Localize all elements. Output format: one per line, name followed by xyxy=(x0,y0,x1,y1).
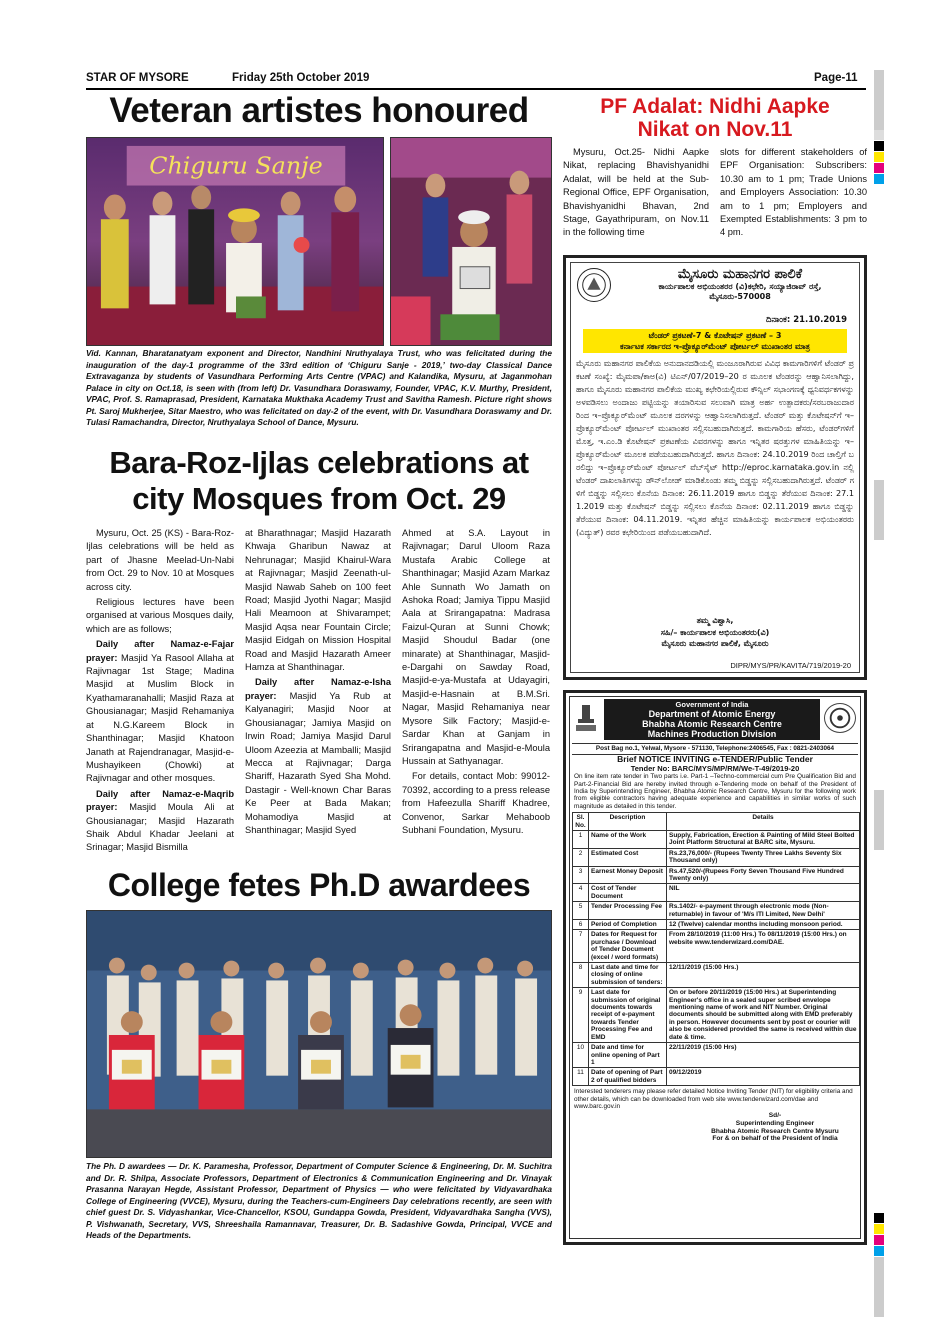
tender-cell-sl: 3 xyxy=(573,866,589,884)
tender-line2: ಕರ್ನಾಟಕ ಸರ್ಕಾರದ ಇ-ಪ್ರೊಕ್ಯೂರ್‌ಮೆಂಟ್ ಪೋರ್ಟಲ್ ಮುಖಾಂತರ ಮಾತ್ರ xyxy=(620,342,810,351)
tender-cell-desc: Last date and time for closing of online submission of tenders: xyxy=(589,963,667,988)
pf-column-2 xyxy=(720,146,867,242)
tender-cell-sl: 6 xyxy=(573,920,589,930)
story2-col1-para1: Mysuru, Oct. 25 (KS) - Bara-Roz-Ijlas celebrations will be held as part of Jhasne Meelad-Un-Nabi from Oct. 29 to Nov. 10 at Mosques across city. xyxy=(86,528,234,592)
tender-sign3: Bhabha Atomic Research Centre Mysuru xyxy=(711,1127,839,1135)
tender-sign1: Sd/- xyxy=(768,1112,782,1120)
tender-table-header xyxy=(573,813,860,831)
story2-col3-para2: For details, contact Mob: 99012-70392, according to a press release from Hafeezulla Shariff Khadree, Convenor, Sarkar Mehaboob Subhani Foundation, Mysuru. xyxy=(402,771,550,835)
anniversary-logo-icon xyxy=(824,703,856,733)
tender-table-row xyxy=(573,1068,860,1086)
registration-marks-mid xyxy=(874,480,884,540)
tender-table-row xyxy=(573,988,860,1043)
maqrib-text: Masjid Moula Ali at Ghousianagar; Masjid Hazarath Shaik Abdul Khadar Jeelani at Srinagar; Masjid Bismilla xyxy=(86,802,234,853)
tender-cell-desc: Earnest Money Deposit xyxy=(589,866,667,884)
story1-photo-right xyxy=(390,137,552,346)
isha-text: Masjid Ya Rub at Kalyanagiri; Masjid Noor at Ghousianagar; Jamiya Masjid on Irwin Road; Jamiya Masjid Darul Uloom Azeezia at Mamballi; Masjid Mecca at Rajivnagar; Darga Shariff, Hazarath Syed Sha Mohd. Dastagir - Well-known Char Baras Ke Peer at Bada Makan; Mohamodiya Masjid at Shanthinagar; Masjid Syed xyxy=(245,690,391,835)
tender-notice xyxy=(563,690,867,1245)
tender-table-row xyxy=(573,1043,860,1068)
issue-date: Friday 25th October 2019 xyxy=(232,72,370,84)
story2-column-2 xyxy=(245,527,391,839)
story2-headline xyxy=(86,445,552,517)
story1-caption: Vid. Kannan, Bharatanatyam exponent and Director, Nandhini Nruthyalaya Trust, who was felicitated during the inauguration of the day-1 programme of the 33rd edition of ‘Chiguru Sanje - 2019,’ two-day Classical Dance Extravaganza by students of Vasundhara Performing Arts Centre (VPAC) and Kalandika, Mysuru, at Jaganmohan Palace in city on Oct.18, is seen with (from left) Dr. Vasundhara Doraswamy, Founder, VPAC, K.V. Murthy, President, VPAC, Prof. S. Ramaprasad, President, Karnataka Mukthaka Academy Trust and Savitha Ramesh. Picture right shows Pt. Saroj Mukherjee, Sitar Maestro, who was felicitated on day-2 of the event, with Dr. Vasundhara Doraswamy and Dr. Tulasi Ramachandra, Director, Nruthyalaya School of Dance, Mysuru. xyxy=(86,348,552,427)
tender-cell-sl: 9 xyxy=(573,988,589,1043)
story2-headline-line1: Bara-Roz-Ijlas celebrations at xyxy=(109,445,529,480)
col-sl: Sl. No. xyxy=(573,813,589,831)
emblem-icon xyxy=(574,703,598,733)
pf-headline-line2: Nikat on Nov.11 xyxy=(637,118,793,141)
tender-cell-desc: Name of the Work xyxy=(589,830,667,848)
story1-headline: Veteran artistes honoured xyxy=(109,91,529,130)
tender-footer: Interested tenderers may please refer detailed Notice Inviting Tender (NIT) for eligibility criteria and other details, which can be downloaded from web site www.tenderwizard.com/dae and www.barc.gov.in xyxy=(574,1088,853,1110)
col-desc: Description xyxy=(589,813,667,831)
tender-table xyxy=(572,812,860,1086)
registration-marks-mid2 xyxy=(874,790,884,850)
tender-table-row xyxy=(573,866,860,884)
tender-cell-sl: 10 xyxy=(573,1043,589,1068)
story2-column-1 xyxy=(86,527,234,857)
notice-body: ಮೈಸೂರು ಮಹಾನಗರ ಪಾಲಿಕೆಯ ಅನುದಾನದಡಿಯಲ್ಲಿ ಮಂಜೂರಾಗಿರುವ ವಿವಿಧ ಕಾಮಗಾರಿಗಳಿಗೆ ಟೆಂಡರ್ ಪ್ರಕಟಣೆ ಸಂಖ್ಯೆ: ಮೈಮಪಾ/ಕಾಅ(ವಿ) ಟಿಎನ್/07/2019–20 ರ ಮೂಲಕ ಟೆಂಡರನ್ನು ಆಹ್ವಾನಿಸಲಾಗಿದ್ದು, ಹಾಗೂ ಮೈಸೂರು ಮಹಾನಗರ ಪಾಲಿಕೆಯ ಮುಖ್ಯ ಕಛೇರಿಯಲ್ಲಿರುವ ಕೌನ್ಸಿಲ್ ಸಭಾಂಗಣಕ್ಕೆ ಧ್ವನಿವರ್ಧಕಗಳನ್ನು ಅಳವಡಿಸಲು ಅಂದಾಜು ಪಟ್ಟಿಯನ್ನು ತಯಾರಿಸುವ ಸಲುವಾಗಿ ಮಾತ್ರ ಅರ್ಹ ಉತ್ಪಾದಕರು/ಸರಬರಾಜುದಾರರಿಂದ ಇ–ಪ್ರೊಕ್ಯೂರ್‌ಮೆಂಟ್ ಮೂಲಕ ದರಗಳನ್ನು ಆಹ್ವಾನಿಸಲಾಗಿರುತ್ತದೆ. ಟೆಂಡರ್ ಮತ್ತು ಕೊಟೇಷನ್‌ಗೆ ಇ–ಪ್ರೊಕ್ಯೂರ್‌ಮೆಂಟ್ ಪೋರ್ಟಲ್ ಮುಖಾಂತರ ಸಲ್ಲಿಸಬಹುದಾಗಿರುತ್ತದೆ. ಕಾಮಗಾರಿಯ ಹೆಸರು, ಟೆಂಡರ್‌ಗಳಿಗೆ ಮೊತ್ತ, ಇ.ಎಂ.ಡಿ ಕೊಟೇಷನ್ ಪ್ರಕಟಣೆಯ ವಿವರಗಳನ್ನು ಹಾಗೂ ಇನ್ನಿತರ ಷರತ್ತುಗಳ ಮಾಹಿತಿಯನ್ನು ಇ–ಪ್ರೊಕ್ಯೂರ್‌ಮೆಂಟ್ ಮೂಲಕ ಪಡೆಯಬಹುದಾಗಿರುತ್ತದೆ. ಹಾಗೂ ದಿನಾಂಕ: 24.10.2019 ರಿಂದ ಚಾಲ್ತಿಗೆ ಬರಲಿದ್ದು ಇ–ಪ್ರೊಕ್ಯೂರ್‌ಮೆಂಟ್ ಪೋರ್ಟಲ್ ವೆಬ್‌ಸೈಟ್ http://eproc.karnataka.gov.in ನಲ್ಲಿ ಟೆಂಡರ್ ದಾಖಲಾತಿಗಳನ್ನು ಡೌನ್‌ಲೋಡ್ ಮಾಡಿಕೊಂಡು ತಮ್ಮ ಬಿಡ್ಡನ್ನು ಸಲ್ಲಿಸಬಹುದಾಗಿರುತ್ತದೆ. ಟೆಂಡರ್ ಗಳಿಗೆ ಬಿಡ್ಡನ್ನು ಸಲ್ಲಿಸಲು ಕೊನೆಯ ದಿನಾಂಕ: 26.11.2019 ಹಾಗೂ ಬಿಡ್ಡನ್ನು ತೆರೆಯುವ ದಿನಾಂಕ: 27.11.2019 ಮತ್ತು ಕೊಟೇಷನ್ ಬಿಡ್ಡನ್ನು ಸಲ್ಲಿಸಲು ಕೊನೆಯ ದಿನಾಂಕ: 02.11.2019 ಹಾಗೂ ಬಿಡ್ಡನ್ನು ತೆರೆಯುವ ದಿನಾಂಕ: 04.11.2019. ಇನ್ನಿತರ ಹೆಚ್ಚಿನ ಮಾಹಿತಿಯನ್ನು ಕಾರ್ಯಪಾಲಕ ಅಭಿಯಂತರರು (ವಿದ್ಯುತ್) ರವರ ಕಛೇರಿಯಿಂದ ಪಡೆಯಬಹುದಾಗಿದೆ. xyxy=(576,358,854,537)
tender-cell-det: Supply, Fabrication, Erection & Painting of Mild Steel Bolted Joint Platform Structural at BARC site, Mysuru. xyxy=(667,830,860,848)
story3-photo xyxy=(86,910,552,1158)
tender-cell-det: Rs.1402/- e-payment through electronic mode (Non- returnable) in favour of 'M/s ITI Limited, New Delhi' xyxy=(667,902,860,920)
tender-centre: Bhabha Atomic Research Centre xyxy=(642,719,782,729)
tender-cell-sl: 4 xyxy=(573,884,589,902)
notice-sign3: ಮೈಸೂರು ಮಹಾನಗರ ಪಾಲಿಕೆ, ಮೈಸೂರು xyxy=(661,639,769,648)
tender-cell-desc: Date and time for online opening of Part 1 xyxy=(589,1043,667,1068)
notice-title: ಮೈಸೂರು ಮಹಾನಗರ ಪಾಲಿಕೆ xyxy=(677,267,803,282)
registration-marks-bottom xyxy=(874,1213,884,1317)
tender-cell-det: 22/11/2019 (15:00 Hrs) xyxy=(667,1043,860,1068)
pf-col2-text: slots for different stakeholders of EPF Organisation: Subscribers: 10.30 am to 1 pm; Trade Unions and Employers Association: 10.30 am to 1 pm; Employers and Exempted Establishments: 3 pm to 4 pm. xyxy=(720,147,867,238)
banner-text: Chiguru Sanje xyxy=(149,151,323,180)
city-emblem-icon xyxy=(577,268,611,302)
tender-title: Brief NOTICE INVITING e-TENDER/Public Tender xyxy=(617,753,813,764)
notice-sign1: ತಮ್ಮ ವಿಶ್ವಾಸಿ, xyxy=(696,616,734,625)
tender-table-row xyxy=(573,848,860,866)
isha-label: Daily after Namaz-e-Isha prayer: xyxy=(245,677,391,701)
fajar-text: Masjid Ya Rasool Allaha at Rajivnagar 1st Stage; Madina Masjid at Muslim Block in Kyathamaranahalli; Masjid Raza at Ghousianagar; Masjid Rehamaniya at N.G.Kareem Block in Shanthinagar; Masjid Khatoon Janath at Rajendranagar, Masjid-e-Mushayikeen (Chowki) at Rajivnagar and other mosques. xyxy=(86,652,234,784)
registration-marks-top xyxy=(874,70,884,185)
story2-col1-para2: Religious lectures have been organised at various Mosques daily, which are as follows; xyxy=(86,597,234,634)
tender-division: Machines Production Division xyxy=(647,729,777,739)
notice-ref: DIPR/MYS/PR/KAVITA/719/2019-20 xyxy=(730,661,851,670)
tender-number: Tender No: BARC/MYS/MP/RM/We-T-49/2019-20 xyxy=(630,764,800,774)
maqrib-label: Daily after Namaz-e-Maqrib prayer: xyxy=(86,788,234,813)
tender-sign4: For & on behalf of the President of India xyxy=(712,1135,838,1143)
story1-photo-left xyxy=(86,137,384,346)
tender-table-row xyxy=(573,963,860,988)
tender-org-band xyxy=(604,699,820,740)
pf-headline xyxy=(563,95,867,141)
story3-caption: The Ph. D awardees — Dr. K. Paramesha, Professor, Department of Computer Science & Engineering, Dr. M. Suchitra and Dr. R. Shilpa, Associate Professors, Department of Electronics & Communication Engineering and Dr. Vinayak Prasanna Narayan Hegde, Assistant Professor, Department of Physics — who were felicitated by Vidyavardhaka College of Engineering (VVCE), Mysuru, during the Teachers-cum-Engineers Day celebrations recently, are seen with chief guest Dr. S. Vidyashankar, Vice-Chancellor, KSOU, Gundappa Gowda, President, Vidyavardhaka Sangha (VVS), P. Vishwanath, Secretary, VVS, Shreeshaila Ramannavar, Treasurer, Dr. B. Sadashive Gowda, Principal, VVCE and Heads of the Departments. xyxy=(86,1161,552,1240)
tender-cell-sl: 5 xyxy=(573,902,589,920)
header-rule xyxy=(86,88,866,90)
tender-address: Post Bag no.1, Yelwal, Mysore - 571130, Telephone:2406545, Fax : 0821-2403064 xyxy=(572,743,858,755)
pf-column-1 xyxy=(563,146,709,242)
tender-cell-sl: 8 xyxy=(573,963,589,988)
tender-cell-det: NIL xyxy=(667,884,860,902)
tender-cell-det: 09/12/2019 xyxy=(667,1068,860,1086)
tender-table-row xyxy=(573,884,860,902)
tender-cell-det: 12 (Twelve) calendar months including monsoon period. xyxy=(667,920,860,930)
story2-headline-line2: city Mosques from Oct. 29 xyxy=(132,481,506,516)
tender-cell-desc: Date of opening of Part 2 of qualified bidders xyxy=(589,1068,667,1086)
notice-date: ದಿನಾಂಕ: 21.10.2019 xyxy=(766,315,847,325)
tender-cell-det: Rs.23,76,000/- (Rupees Twenty Three Lakhs Seventy Six Thousand only) xyxy=(667,848,860,866)
pf-col1-text: Mysuru, Oct.25- Nidhi Aapke Nikat, replacing Bhavishyanidhi Adalat, will be held at the Sub-Regional Office, EPF Organisation, Bhavishyanidhi Bhavan, 2nd Stage, Gayathripuram, on Nov.11 in the following time xyxy=(563,147,709,238)
tender-cell-sl: 7 xyxy=(573,930,589,963)
tender-cell-desc: Last date for submission of original documents towards receipt of e-payment towards Tender Processing Fee and EMD xyxy=(589,988,667,1043)
paper-name: STAR OF MYSORE xyxy=(86,72,189,84)
story3-headline: College fetes Ph.D awardees xyxy=(107,867,531,903)
tender-table-row xyxy=(573,902,860,920)
tender-cell-desc: Cost of Tender Document xyxy=(589,884,667,902)
pf-headline-line1: PF Adalat: Nidhi Aapke xyxy=(600,95,830,118)
page-number: Page-11 xyxy=(814,72,858,84)
notice-city: ಮೈಸೂರು-570008 xyxy=(709,292,771,301)
notice-tender-band xyxy=(583,329,847,353)
story2-column-3 xyxy=(402,527,550,839)
tender-dept: Department of Atomic Energy xyxy=(648,709,776,719)
tender-cell-desc: Estimated Cost xyxy=(589,848,667,866)
tender-cell-sl: 11 xyxy=(573,1068,589,1086)
col-details: Details xyxy=(667,813,860,831)
tender-line1: ಟೆಂಡರ್ ಪ್ರಕಟಣೆ-7 & ಕೊಟೇಷನ್ ಪ್ರಕಟಣೆ – 3 xyxy=(648,331,782,340)
tender-cell-sl: 2 xyxy=(573,848,589,866)
tender-intro: On line item rate tender in Two parts i.e. Part-1 –Techno-commercial cum Pre Qualification Bid and Part-2-Financial Bid are hereby invited through e-Tendering mode on behalf of the President of India by Superintending Engineer, Bhabha Atomic Research Centre, Mysuru for the following work from eligible contractors having adequate experience and capabilities in similar works of such magnitude as detailed in this tender. xyxy=(574,773,856,810)
notice-subtitle: ಕಾರ್ಯಪಾಲಕ ಅಭಿಯಂತರರ (ವಿ)ಕಛೇರಿ, ಸಯ್ಯಾಜಿರಾವ್ ರಸ್ತೆ, xyxy=(658,282,822,291)
tender-cell-desc: Period of Completion xyxy=(589,920,667,930)
tender-cell-det: From 28/10/2019 (11:00 Hrs.) To 08/11/2019 (15:00 Hrs.) on website www.tenderwizard.com/DAE. xyxy=(667,930,860,963)
notice-sign2: ಸಹಿ/– ಕಾರ್ಯಪಾಲಕ ಅಭಿಯಂತರರು(ವಿ) xyxy=(660,627,770,637)
fajar-label: Daily after Namaz-e-Fajar prayer: xyxy=(86,639,234,663)
tender-cell-desc: Dates for Request for purchase / Download of Tender Document (excel / word formats) xyxy=(589,930,667,963)
tender-table-row xyxy=(573,830,860,848)
kannada-notice xyxy=(563,255,867,680)
tender-table-row xyxy=(573,920,860,930)
tender-cell-det: On or before 20/11/2019 (15:00 Hrs.) at Superintending Engineer's office in a sealed super scribed envelope mentioning name of work and NIT Number. Original documents should be submitted along with EMD preferably in person. However documents sent by post or courier will also be considered provided the same is received within due date & time. xyxy=(667,988,860,1043)
tender-cell-desc: Tender Processing Fee xyxy=(589,902,667,920)
tender-cell-det: Rs.47,520/-(Rupees Forty Seven Thousand Five Hundred Twenty only) xyxy=(667,866,860,884)
tender-gov: Government of India xyxy=(675,700,749,709)
tender-cell-det: 12/11/2019 (15:00 Hrs.) xyxy=(667,963,860,988)
tender-sign2: Superintending Engineer xyxy=(735,1119,815,1127)
tender-table-row xyxy=(573,930,860,963)
story2-col3-para1: Ahmed at S.A. Layout in Rajivnagar; Darul Uloom Raza Mustafa Arabic College at Shanthinagar; Masjid Azam Markaz Ahle Sunnath Wo Jamath on Ashoka Road; Jamiya Tippu Masjid Aala at Srirangapatna: Madrasa Faizul-Quran at Sunni Chowk; Masjid Shoudul Badar (one minarate) at Shanthinagar, Masjid-e-Dargahi on Sawday Road, Masjid-e-ya-Mustafa at Udayagiri, Masjid-e-Hasnain at B.M.Sri. Nagar, Masjid Rehamaniya near Mysore Silk Factory; Masjid-e-Sardar Khan at Ganjam in Srirangapatna and Masjid-e-Moula Hussain at Sathyanagar. xyxy=(402,528,550,766)
story2-col2-para1: at Bharathnagar; Masjid Hazarath Khwaja Gharibun Nawaz at Nehrunagar; Masjid Khairul-Wara at Rajivnagar; Masjid Zeenath-ul-Masjid Nawab Saheb on 100 feet Road; Masjid Jyothi Nagar; Masjid Hali Meamoon at Shivarampet; Masjid Aqsa near Fountain Circle; Masjid Eidgah on Mission Hospital Road and Masjid Hazarath Ameer Hamza at Shanthinagar. xyxy=(245,528,391,673)
tender-cell-sl: 1 xyxy=(573,830,589,848)
